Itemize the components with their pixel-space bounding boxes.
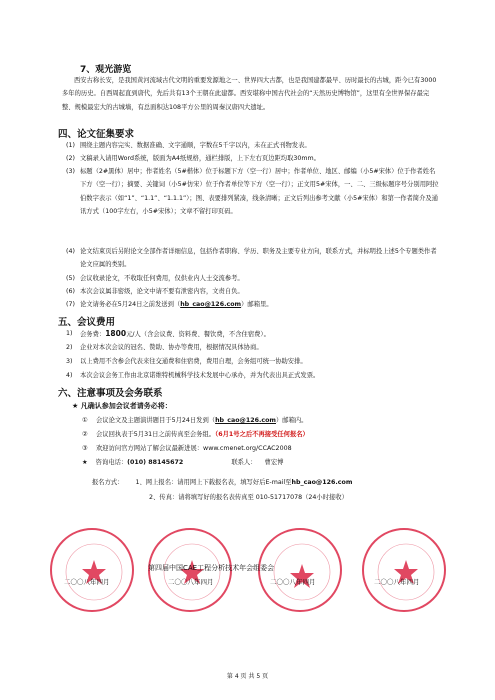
contact-line — [82, 457, 283, 466]
email-link[interactable]: hb_cao@126.com — [215, 417, 276, 424]
stamp-defense-info — [362, 528, 446, 612]
seal-icon — [52, 530, 136, 614]
reg-email[interactable]: hb_cao@126.com — [291, 479, 353, 486]
document-page: 7、观光游览 西安古称长安，是我国黄河流域古代文明的重要发源地之一、世界四大古都，也是我国建都最早、历时最长的古城，距今已有3000多年的历史。自西周起直到唐代，先后共有13个王朝在此建都。西安堪称中国古代社会的“天然历史博物馆”，这里有全世界保存最完整、规模最宏大的古城墙，有总面积达108平方公里的周秦汉唐四大遗址。 四、论文征集要求 (1) 围绕主题内容完实、数据准确、文字通顺，字数在5千字以内，未在正式刊物发表。 (2) 文稿录入请用Word系统，版面为A4纸规格，通栏排版，上下左右页边距均取30mm。 (3) 标题（2#黑体）居中；作者姓名（5#楷体）位于标题下方（空一行）居中；作者单位、地区、邮编（小5#宋体）位于作者姓名下方（空一行）；摘要、关键词（小5#仿宋）位于作者单位等下方（空一行）；正文用5#宋体，一、二、三级标题序号分别用阿拉伯数字表示（如“1”、“1.1”、“1.1.1”）；图、表要排列紧凑，线条清晰；正文后列出参考文献（小5#宋体）和第一作者简介及通讯方式（100字左右，小5#宋体）；文章不留打印页码。 (4) 论文结束页后另附论文全部作者详细信息，包括作者职称、学历、职务及主要专业方向，联系方式，并标明投上述5个专题类作者论文应属的类别。 (5) 会议收录论文，不收取任何费用，仅供业内人士交流参考。 (6) 本次会议属非密级，论文中请不要有泄密内容，文责自负。 (7) 论文请务必在5月24日之前发送到（hb_cao@126.com）邮箱里。 五、会议费用 1) 会务费：1800元/人（含会议费、资料费、餐饮费，不含住宿费）。 2) 企业对本次会议的冠名、赞助、协办等费用，根据情况具体协商。 3) 以上费用不含参会代表来往交通费和住宿费，费用自理，会务组可统一协助安排。 4) 本次会议会务工作由北京诺维特机械科学技术发展中心承办，并为代表出具正式发票。 六、注意事项及会务联系 ★ 凡确认参加会议者请务必将： ① 会议论文及主题演讲题目于5月24日发到（hb_cao@126.com）邮箱内。 ② 会议回执表于5月31日之前传真至会务组。（6月1号之后不再接受任何报名） ③ 欢迎访问官方网站了解会议最新进展：www.cmenet.org/CCAC2008 ★ 咨询电话：(010) 88145672 联系人： 曹宏博 报名方式： 1、网上报名：请用网上下载报名表，填写好后E-mail至hb_cao@126.com 2、传真：请将填写好的报名表传真至 010-51717078（24小时接收） 第四届中国CAE工程分析技术年会组委会 二〇〇八年四月 二〇〇八年四月 二〇〇八年四月 二〇〇八年四月 第 4 页 共 5 页 — [0, 0, 495, 700]
section-5-title: 五、会议费用 — [58, 317, 116, 328]
stamp-cmes — [50, 528, 134, 612]
reg-label: 报名方式： — [92, 479, 124, 486]
notice-heading: ★ 凡确认参加会议者请务必将： — [72, 402, 172, 410]
seal-icon — [364, 530, 448, 614]
phone-number: (010) 88145672 — [127, 459, 184, 466]
star-icon: ★ — [82, 459, 88, 466]
fee-amount: 1800 — [105, 329, 127, 338]
deadline-warning: （6月1号之后不再接受任何报名） — [215, 431, 309, 438]
date-1: 二〇〇八年四月 — [64, 578, 110, 586]
phone-label: 咨询电话： — [95, 459, 128, 466]
email-link[interactable]: hb_cao@126.com — [180, 301, 242, 308]
page-number: 第 4 页 共 5 页 — [226, 673, 269, 680]
contact-name: 曹宏博 — [264, 459, 284, 466]
date-4: 二〇〇八年四月 — [374, 578, 420, 586]
section-7-title: 7、观光游览 — [80, 65, 132, 75]
organizing-committee: 第四届中国CAE工程分析技术年会组委会 — [148, 564, 275, 572]
date-2: 二〇〇八年四月 — [168, 578, 214, 586]
date-3: 二〇〇八年四月 — [270, 578, 316, 586]
contact-label: 联系人： — [231, 459, 257, 466]
registration-line-1: 报名方式： 1、网上报名：请用网上下载报名表，填写好后E-mail至hb_cao@126.com — [92, 479, 353, 486]
section-4-title: 四、论文征集要求 — [58, 129, 135, 140]
section-6-title: 六、注意事项及会务联系 — [58, 388, 163, 399]
section-7-text: 西安古称长安，是我国黄河流域古代文明的重要发源地之一、世界四大古都，也是我国建都最早、历时最长的古城，距今已有3000多年的历史。自西周起直到唐代，先后共有13个王朝在此建都。西安堪称中国古代社会的“天然历史博物馆”，这里有全世界保存最完整、规模最宏大的古城墙，有总面积达108平方公里的周秦汉唐四大遗址。 — [62, 77, 437, 111]
registration-line-2: 2、传真：请将填写好的报名表传真至 010-51717078（24小时接收） — [149, 494, 348, 501]
